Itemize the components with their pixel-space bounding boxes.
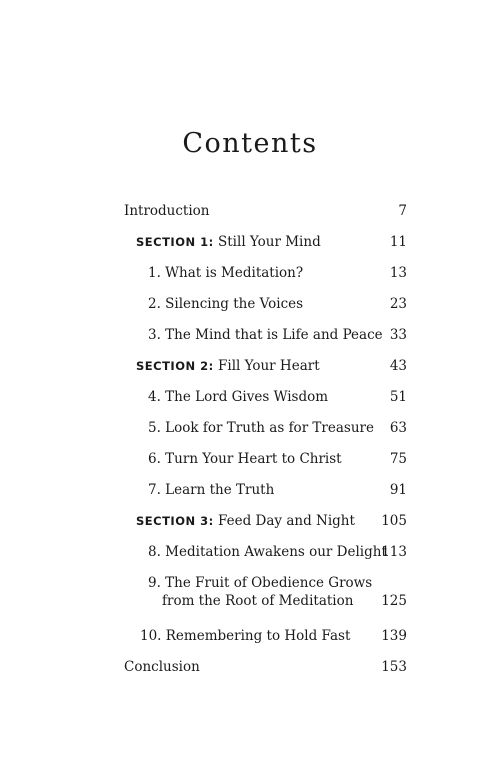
- toc-entry-chapter-10[interactable]: [124, 627, 407, 658]
- toc-entry-introduction[interactable]: [124, 202, 407, 233]
- toc-entry-conclusion[interactable]: [124, 658, 407, 689]
- toc-entry-title: 4. The Lord Gives Wisdom: [148, 389, 329, 405]
- toc-entry-title: [148, 574, 372, 610]
- toc-entry-page: 153: [381, 659, 407, 675]
- section-title: Still Your Mind: [213, 234, 321, 250]
- toc-entry-page: 23: [389, 296, 407, 312]
- section-label: SECTION 2:: [136, 359, 214, 373]
- toc-entry-title: 6. Turn Your Heart to Christ: [148, 451, 342, 467]
- toc-entry-chapter-9[interactable]: [124, 574, 407, 627]
- toc-entry-chapter-1[interactable]: [124, 264, 407, 295]
- toc-entry-title: 5. Look for Truth as for Treasure: [148, 420, 374, 436]
- table-of-contents: [124, 202, 407, 689]
- toc-entry-title: 3. The Mind that is Life and Peace: [148, 327, 383, 343]
- toc-entry-chapter-6[interactable]: [124, 450, 407, 481]
- toc-entry-page: 13: [389, 265, 407, 281]
- toc-entry-chapter-8[interactable]: [124, 543, 407, 574]
- toc-entry-chapter-3[interactable]: [124, 326, 407, 357]
- toc-entry-title: [136, 357, 320, 375]
- toc-entry-page: 113: [381, 544, 407, 560]
- toc-entry-title: Conclusion: [124, 659, 200, 675]
- toc-entry-section-2[interactable]: [124, 357, 407, 388]
- toc-entry-chapter-2[interactable]: [124, 295, 407, 326]
- section-title: Feed Day and Night: [213, 513, 355, 529]
- toc-entry-page: 7: [398, 203, 407, 219]
- toc-entry-page: 11: [389, 234, 407, 250]
- toc-entry-chapter-5[interactable]: [124, 419, 407, 450]
- page-title: Contents: [182, 128, 318, 159]
- toc-entry-page: 105: [381, 513, 407, 529]
- toc-entry-title: 7. Learn the Truth: [148, 482, 275, 498]
- toc-entry-chapter-4[interactable]: [124, 388, 407, 419]
- section-title: Fill Your Heart: [213, 358, 320, 374]
- toc-entry-title: 10. Remembering to Hold Fast: [140, 628, 351, 644]
- toc-entry-page: 33: [389, 327, 407, 343]
- toc-entry-title: 8. Meditation Awakens our Delight: [148, 544, 387, 560]
- toc-entry-page: 91: [389, 482, 407, 498]
- toc-entry-title: 2. Silencing the Voices: [148, 296, 304, 312]
- toc-entry-section-1[interactable]: [124, 233, 407, 264]
- toc-entry-page: 125: [381, 593, 407, 609]
- toc-entry-title-line2: from the Root of Meditation: [162, 593, 354, 609]
- toc-entry-title: 1. What is Meditation?: [148, 265, 304, 281]
- toc-entry-title: Introduction: [124, 203, 210, 219]
- toc-entry-section-3[interactable]: [124, 512, 407, 543]
- section-label: SECTION 3:: [136, 514, 214, 528]
- toc-entry-title: [136, 233, 321, 251]
- toc-entry-title-line1: 9. The Fruit of Obedience Grows: [148, 575, 373, 591]
- section-label: SECTION 1:: [136, 235, 214, 249]
- toc-entry-page: 63: [389, 420, 407, 436]
- toc-entry-page: 51: [389, 389, 407, 405]
- toc-entry-page: 139: [381, 628, 407, 644]
- toc-entry-page: 75: [389, 451, 407, 467]
- toc-entry-chapter-7[interactable]: [124, 481, 407, 512]
- toc-entry-title: [136, 512, 355, 530]
- toc-entry-page: 43: [389, 358, 407, 374]
